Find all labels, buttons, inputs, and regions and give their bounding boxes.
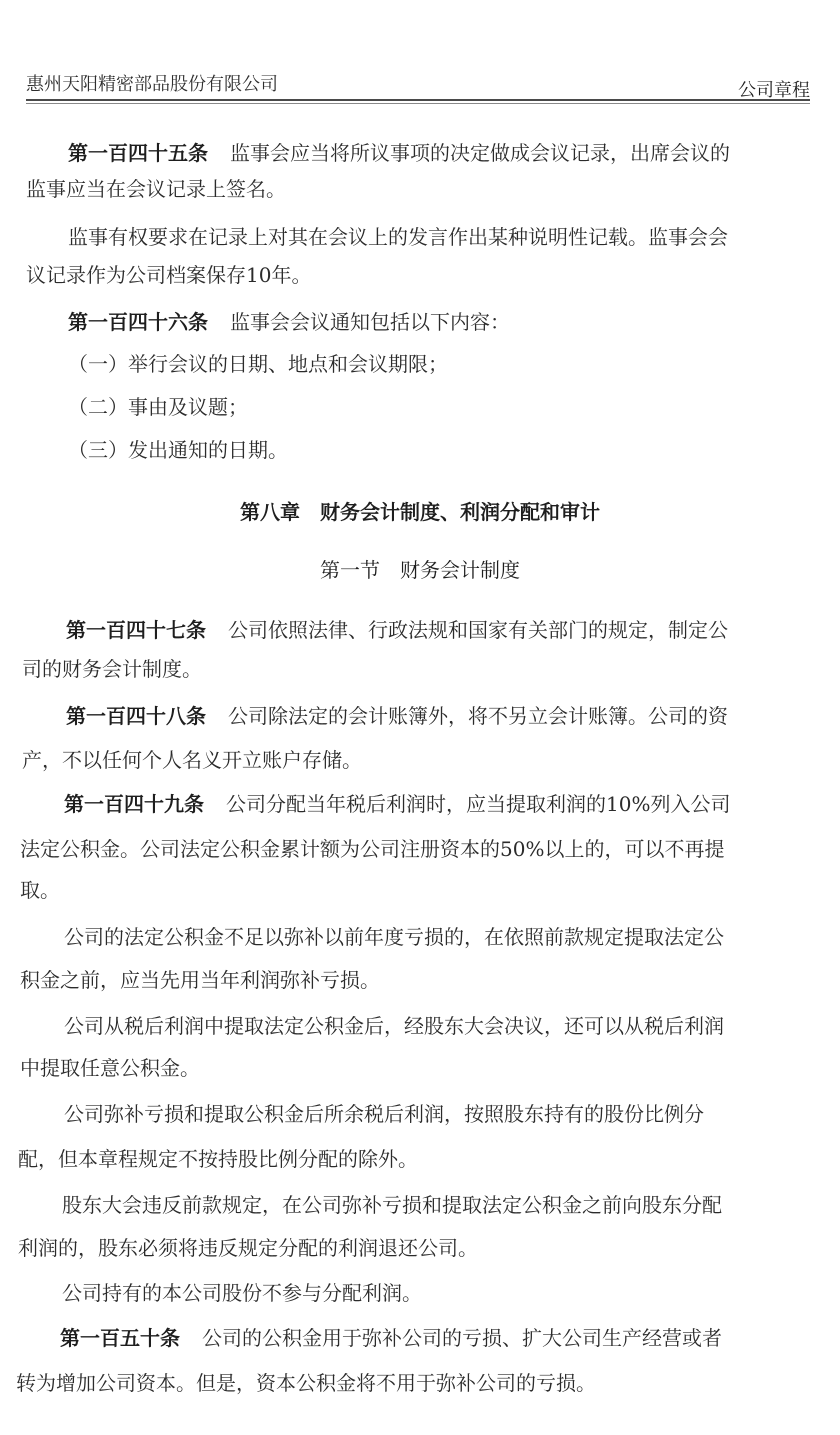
list-item: （三）发出通知的日期。 (68, 438, 288, 462)
company-name: 惠州天阳精密部品股份有限公司 (26, 74, 278, 95)
list-item: （二）事由及议题； (68, 395, 248, 419)
article-number: 第一百四十五条 (68, 141, 208, 165)
article-150 (60, 1328, 722, 1348)
list-item: （一）举行会议的日期、地点和会议期限； (68, 352, 448, 376)
article-text: 监事会会议通知包括以下内容： (230, 310, 510, 334)
paragraph-line: 公司持有的本公司股份不参与分配利润。 (62, 1281, 422, 1305)
article-145 (68, 143, 730, 163)
paragraph-line: 股东大会违反前款规定，在公司弥补亏损和提取法定公积金之前向股东分配 (62, 1193, 722, 1217)
article-number: 第一百四十九条 (64, 792, 204, 816)
article-number: 第一百四十七条 (66, 618, 206, 642)
paragraph-line: 监事有权要求在记录上对其在会议上的发言作出某种说明性记载。监事会会 (68, 225, 728, 249)
paragraph-line: 配，但本章程规定不按持股比例分配的除外。 (18, 1147, 418, 1171)
article-number: 第一百五十条 (60, 1326, 180, 1350)
paragraph-line: 公司的法定公积金不足以弥补以前年度亏损的，在依照前款规定提取法定公 (64, 925, 724, 949)
document-title: 公司章程 (738, 80, 810, 101)
section-heading: 第一节 财务会计制度 (320, 558, 520, 582)
header-divider (26, 99, 810, 101)
paragraph-line: 公司弥补亏损和提取公积金后所余税后利润，按照股东持有的股份比例分 (64, 1102, 704, 1126)
paragraph-line: 司的财务会计制度。 (22, 657, 202, 681)
article-text: 公司的公积金用于弥补公司的亏损、扩大公司生产经营或者 (202, 1326, 722, 1350)
paragraph-line: 积金之前，应当先用当年利润弥补亏损。 (20, 968, 380, 992)
paragraph-line: 法定公积金。公司法定公积金累计额为公司注册资本的50%以上的，可以不再提 (20, 837, 725, 861)
article-146 (68, 312, 510, 332)
paragraph-line: 取。 (20, 878, 60, 902)
article-number: 第一百四十八条 (66, 704, 206, 728)
article-text: 监事会应当将所议事项的决定做成会议记录，出席会议的 (230, 141, 730, 165)
paragraph-line: 监事应当在会议记录上签名。 (26, 177, 286, 201)
article-text: 公司依照法律、行政法规和国家有关部门的规定，制定公 (228, 618, 728, 642)
header-divider-thin (26, 103, 810, 104)
paragraph-line: 利润的，股东必须将违反规定分配的利润退还公司。 (18, 1236, 478, 1260)
article-149 (64, 794, 730, 814)
article-number: 第一百四十六条 (68, 310, 208, 334)
paragraph-line: 公司从税后利润中提取法定公积金后，经股东大会决议，还可以从税后利润 (64, 1014, 724, 1038)
article-text: 公司分配当年税后利润时，应当提取利润的10%列入公司 (226, 792, 731, 816)
chapter-heading: 第八章 财务会计制度、利润分配和审计 (240, 500, 600, 524)
paragraph-line: 转为增加公司资本。但是，资本公积金将不用于弥补公司的亏损。 (16, 1371, 596, 1395)
paragraph-line: 议记录作为公司档案保存10年。 (26, 263, 312, 287)
article-148 (66, 706, 728, 726)
article-text: 公司除法定的会计账簿外，将不另立会计账簿。公司的资 (228, 704, 728, 728)
paragraph-line: 中提取任意公积金。 (20, 1056, 200, 1080)
paragraph-line: 产，不以任何个人名义开立账户存储。 (22, 748, 362, 772)
article-147 (66, 620, 728, 640)
page-header (26, 66, 810, 100)
